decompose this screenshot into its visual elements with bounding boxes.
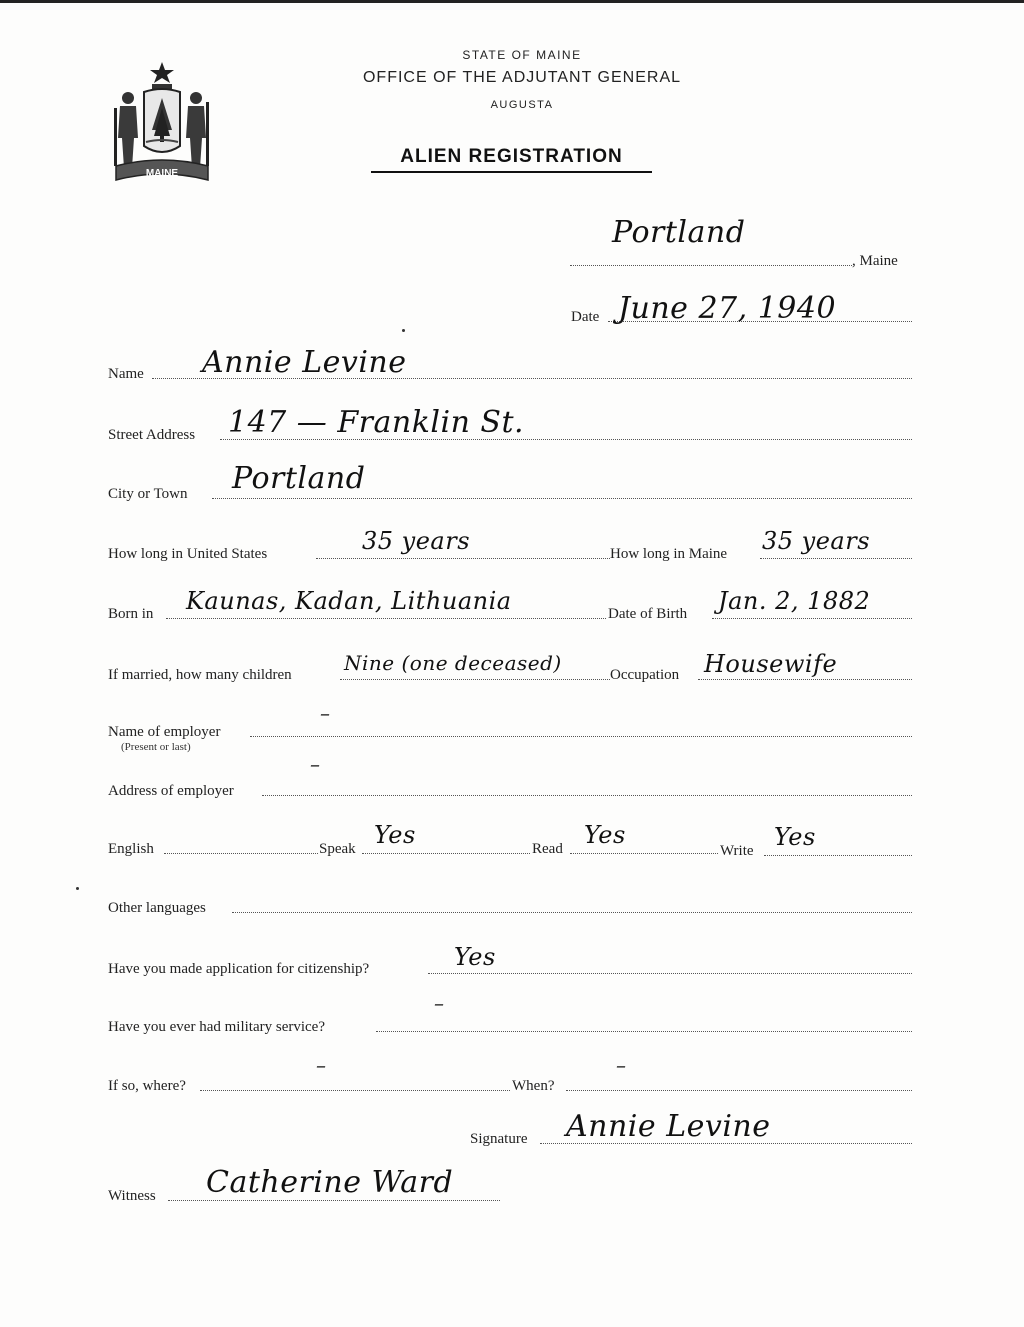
dob-label: Date of Birth [608, 606, 688, 622]
employer-name-label: Name of employer [108, 724, 221, 740]
other-languages-label: Other languages [108, 900, 206, 916]
write-value: Yes [774, 823, 816, 851]
maine-duration-line [760, 558, 912, 559]
citizenship-label: Have you made application for citizenship? [108, 961, 370, 977]
when-label: When? [512, 1078, 555, 1094]
city-label: City or Town [108, 486, 188, 502]
children-label: If married, how many children [108, 667, 292, 683]
read-label: Read [532, 841, 563, 857]
dob-line [712, 618, 912, 619]
form-title: ALIEN REGISTRATION [371, 146, 652, 173]
witness-value: Catherine Ward [206, 1165, 454, 1200]
where-label: If so, where? [108, 1078, 186, 1094]
born-label: Born in [108, 606, 154, 622]
place-suffix: , Maine [852, 253, 898, 269]
employer-address-label: Address of employer [108, 783, 234, 799]
date-value: June 27, 1940 [618, 291, 837, 326]
read-value: Yes [584, 821, 626, 849]
speak-label: Speak [319, 841, 356, 857]
employer-address-value: – [310, 752, 321, 776]
ink-speck [76, 887, 79, 890]
military-label: Have you ever had military service? [108, 1019, 325, 1035]
speak-value: Yes [374, 821, 416, 849]
children-line [340, 679, 610, 680]
citizenship-line [428, 973, 912, 974]
children-value: Nine (one deceased) [344, 651, 562, 675]
witness-line [168, 1200, 500, 1201]
street-value: 147 — Franklin St. [228, 405, 525, 440]
citizenship-value: Yes [454, 943, 496, 971]
city-value: Portland [232, 461, 366, 496]
place-value: Portland [612, 215, 746, 250]
name-value: Annie Levine [202, 345, 407, 380]
employer-name-sublabel: (Present or last) [121, 741, 191, 753]
born-value: Kaunas, Kadan, Lithuania [186, 587, 512, 615]
other-languages-line [232, 912, 912, 913]
ink-speck [402, 329, 405, 332]
us-duration-label: How long in United States [108, 546, 268, 562]
military-value: – [434, 991, 445, 1015]
when-value: – [616, 1053, 627, 1077]
name-label: Name [108, 366, 144, 382]
english-line [164, 853, 318, 854]
write-label: Write [720, 843, 754, 859]
city-heading: AUGUSTA [490, 99, 554, 111]
occupation-label: Occupation [610, 667, 680, 683]
military-line [376, 1031, 912, 1032]
office-heading: OFFICE OF THE ADJUTANT GENERAL [362, 69, 682, 86]
born-line [166, 618, 606, 619]
us-duration-value: 35 years [362, 527, 471, 555]
occupation-line [698, 679, 912, 680]
maine-duration-label: How long in Maine [610, 546, 728, 562]
date-label: Date [571, 309, 600, 325]
employer-name-value: – [320, 701, 331, 725]
city-line [212, 498, 912, 499]
english-label: English [108, 841, 154, 857]
seal-banner-text: MAINE [145, 168, 179, 179]
read-line [570, 853, 718, 854]
occupation-value: Housewife [704, 650, 838, 678]
signature-label: Signature [470, 1131, 528, 1147]
maine-duration-value: 35 years [762, 527, 871, 555]
employer-address-line [262, 795, 912, 796]
dob-value: Jan. 2, 1882 [718, 587, 871, 615]
when-line [566, 1090, 912, 1091]
street-label: Street Address [108, 427, 196, 443]
us-duration-line [316, 558, 610, 559]
where-line [200, 1090, 510, 1091]
employer-name-line [250, 736, 912, 737]
state-heading: STATE OF MAINE [462, 48, 582, 62]
place-line [570, 265, 852, 266]
where-value: – [316, 1053, 327, 1077]
witness-label: Witness [108, 1188, 156, 1204]
signature-value: Annie Levine [566, 1109, 771, 1144]
speak-line [362, 853, 530, 854]
write-line [764, 855, 912, 856]
